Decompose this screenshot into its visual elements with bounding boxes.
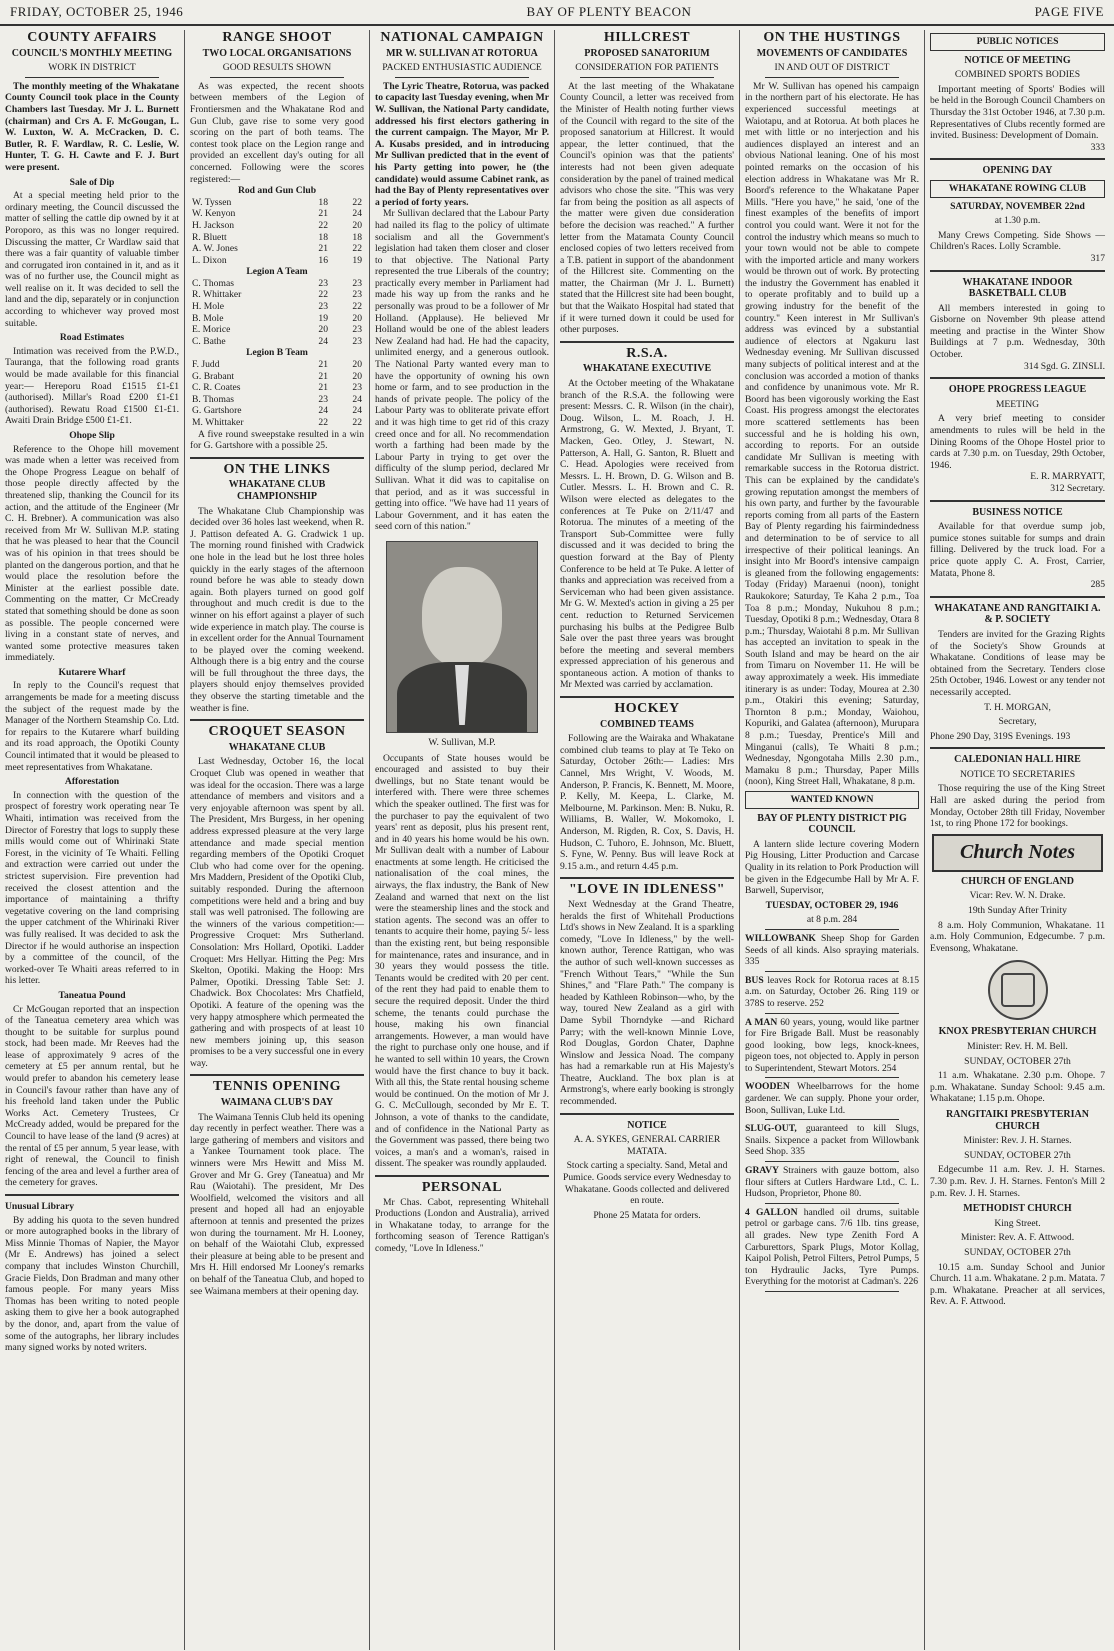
ohope-league-text: A very brief meeting to consider amendments to rules will be held in the Dining Rooms of the Ohope Hostel prior to cards at 7.30 p.m. on Tuesday, 29th October, 1946. (930, 413, 1105, 471)
ohope-slip-text: Reference to the Ohope hill movement was made when a letter was received from the Ohope Progress League on behalf of those people directly affected by the threatened slip, thanking the Council for its action, and the attitude of the Engineer (Mr C. H. Brebner). A communication was also received from Mr W. Sullivan M.P. stating that he was pleased to hear that the Council was of his opinion in that trees should be planted on the dangerous portion, and that he would place the resolution before the Minister at the earliest possible date. Commenting on the matter, Cr McCready stated that something should be done as soon as possible. The people concerned were living in a constant state of nerves, and wanted some protective measures taken immediately. (5, 443, 179, 664)
rsa-text: At the October meeting of the Whakatane branch of the R.S.A. the following were present: Messrs. C. R. Wilson (in the chair), Doug. Wilson, L. M. Roach, J. H. Armstrong, G. W. Mexted, J. Bryant, T. Macken, Geo. Otley, J. Stewart, N. Patterson, A. Hall, G. Santon, R. Bluett and C. Head. Apologies were received from Messrs. L. H. Brown, D. G. Wilson and B. Cutler. Messrs. L. H. Brown and C. R. Wilson were elected as delegates to the conferences at Te Puke on 2/11/47 and Rotorua. The minutes of a meeting of the Transport Sub-Committee were fully discussed and it was decided to bring the question forward at the Bay of Plenty Conference to be held at Te Puke. A letter of thanks and appreciation was received from a Serviceman who had been given assistance. Mr G. W. Mexted's action in giving a 25 per cent. reduction to Returned Servicemen purchasing his bulbs at the Pedigree Bulb Sale over the past three years was brought before the meeting and several members expressed appreciation of his generous and spontaneous action. A motion of thanks to Mr Mexted was carried by acclamation. (560, 378, 734, 691)
road-estimates-heading: Road Estimates (59, 332, 125, 344)
unusual-library-heading: Unusual Library (5, 1201, 75, 1212)
range-shoot-intro: As was expected, the recent shoots between members of the Legion of Frontiersmen and the Whakatane Rod and Gun Club, gave rise to some very good scoring on the part of both teams. The contest took place on the Legion range and provided an excellent day's outing for all concerned. Following were the scores registered:— (190, 80, 364, 185)
campaign-body-2: Occupants of State houses would be encouraged and assisted to buy their dwellings, but no State tenant would be interfered with. There were three schemes which the speaker outlined. The first was for the purchaser to pay the equivalent of two years' rent as deposit, plus his present rent, and in 40 years his home would be his own. Mr Sullivan dealt with a number of Labour enactments at some length. He criticised the nationalisation of the coal mines, the airways, the flax industry, the Bank of New Zealand and warned that next on the list were the steamership lines and the stock and station agents. The second was an offer to tenants to acquire their home, paying 5/- less than the existing rent, but being responsible for maintenance, rates and insurance, and in 30 years they would possess the title. Tenants would be credited with 20 per cent. of the rent they had paid to enable them to secure the required deposit. Under the third scheme, the tenants could purchase the house, making his own financial arrangements. However, a man would have the right to purchase only one house, and if he wanted to sell within 10 years, the Crown would have the first chance to buy it back. With all this, the State rental housing scheme would be continued. On the motion of Mr J. G. C. McCullough, seconded by Mr E. T. Johnson, a vote of thanks to the candidate, and of confidence in the National Party as the Government was passed, there being two voices, a man's and a woman's, raised in dissent. The speaker was roundly applauded. (375, 752, 549, 1170)
rowing-club-heading: WHAKATANE ROWING CLUB (930, 180, 1105, 198)
public-notices-heading: PUBLIC NOTICES (930, 33, 1105, 51)
basketball-heading: WHAKATANE INDOOR BASKETBALL CLUB (962, 276, 1073, 300)
ohope-league-sub: MEETING (995, 398, 1040, 410)
county-affairs-deck: WORK IN DISTRICT (48, 62, 136, 74)
notice-heading: NOTICE (627, 1119, 667, 1131)
score-row: C. R. Coates 21 23 (192, 382, 362, 394)
score-row: A. W. Jones 21 22 (192, 243, 362, 255)
range-shoot-deck: GOOD RESULTS SHOWN (222, 62, 332, 74)
rangitaiki-heading: RANGITAIKI PRESBYTERIAN CHURCH (946, 1108, 1089, 1132)
sports-meeting-text: Important meeting of Sports' Bodies will be held in the Borough Council Chambers on Thursday the 31st October 1946, at 7.30 p.m. Representatives of Clubs recently formed are invited. Business: Development of Domain. (930, 83, 1105, 142)
ap-society-heading: WHAKATANE AND RANGITAIKI A. & P. SOCIETY (934, 602, 1101, 626)
coe-vicar: Vicar: Rev. W. N. Drake. (969, 890, 1066, 902)
personal-text: Mr Chas. Cabot, representing Whitehall Productions (London and Australia), arrived in Whakatane today, to arrange for the forthcoming season of Terence Rattigan's comedy, "Love In Idleness." (375, 1196, 549, 1254)
coe-services: 8 a.m. Holy Communion, Whakatane. 11 a.m. Holy Communion, Edgecumbe. 7 p.m. Evensong, Whakatane. (930, 919, 1105, 954)
rowing-text: Many Crews Competing. Side Shows — Children's Races. Lolly Scramble. (930, 229, 1105, 253)
methodist-day: SUNDAY, OCTOBER 27th (964, 1246, 1071, 1258)
business-notice-text: Available for that overdue sump job, pumice stones suitable for sumps and drain filling. Delivered by the truck load. For a price quote apply C. A. Frost, Carrier, Matata, Phone 8. (930, 521, 1105, 579)
range-shoot-subheading: TWO LOCAL ORGANISATIONS (202, 47, 352, 59)
sullivan-portrait (386, 541, 538, 733)
rowing-date: SATURDAY, NOVEMBER 22nd (950, 200, 1085, 212)
score-row: B. Mole 19 20 (192, 312, 362, 324)
score-row: R. Whittaker 22 23 (192, 289, 362, 301)
rowing-time: at 1.30 p.m. (994, 215, 1041, 227)
croquet-subheading: WHAKATANE CLUB (228, 741, 326, 753)
rsa-subheading: WHAKATANE EXECUTIVE (582, 363, 712, 375)
sale-of-dip-text: At a special meeting held prior to the ordinary meeting, the Council discussed the matter of selling the cattle dip owned by it at Poroporo, as this was no longer required. Discussing the matter, Cr Wardlaw said that there was a fair quantity of valuable timber and corrugated iron contained in it, and as it was of no further use, the Council might as well realise on it. It was decided to sell the land and the dip, separately or in conjunction according to whichever way proved most suitable. (5, 190, 179, 329)
range-shoot-outro: A five round sweepstake resulted in a win for G. Gartshore with a possible 25. (190, 428, 364, 452)
score-table (190, 278, 364, 348)
hillcrest-subheading: PROPOSED SANATORIUM (584, 47, 710, 59)
score-row: G. Brabant 21 20 (192, 370, 362, 382)
rangitaiki-day: SUNDAY, OCTOBER 27th (964, 1149, 1071, 1161)
score-row: L. Dixon 16 19 (192, 254, 362, 266)
sale-of-dip-heading: Sale of Dip (69, 176, 115, 188)
hall-hire-sub: NOTICE TO SECRETARIES (959, 768, 1076, 780)
pig-council-date: TUESDAY, OCTOBER 29, 1946 (765, 899, 899, 911)
methodist-street: King Street. (994, 1217, 1041, 1229)
basketball-signature: 314 Sgd. G. ZINSLI. (1023, 360, 1105, 372)
classified-ad: WILLOWBANK Sheep Shop for Garden Seeds of all kinds. Also spraying materials. 335 (745, 932, 919, 968)
portrait-caption: W. Sullivan, M.P. (428, 736, 496, 748)
rowing-ref: 317 (1090, 252, 1105, 264)
campaign-lead: The Lyric Theatre, Rotorua, was packed to capacity last Tuesday evening, when Mr W. Sullivan, the National Party candidate, addressed his first electors gathering in the current campaign. The Mayor, Mr P. A. Kusabs presided, and in introducing Mr Sullivan predicted that in the event of his Party getting into power, he (the candidate) would assume Cabinet rank, as had the Bay of Plenty representatives over a period of forty years. (375, 80, 549, 208)
pig-council-heading: BAY OF PLENTY DISTRICT PIG COUNCIL (757, 812, 907, 836)
range-shoot-heading: RANGE SHOOT (222, 30, 332, 45)
pig-council-ref: 284 (842, 914, 858, 926)
links-subheading: WHAKATANE CLUB CHAMPIONSHIP (228, 479, 326, 502)
taneatua-pound-text: Cr McGougan reported that an inspection of the Taneatua cemetery area which was thought to be suitable for surplus pound stock, had been made. Mr Reeves had the lease of approximately 9 acres of the cemetery at £5 per annum rental, but he would prefer to abandon his cemetery lease in Council's favour rather than have any of his freehold land taken under the Public Works Act. Cemetery Trustees, Cr McCready added, would be prepared for the Council to have lease of the land (9 acres) at the rental of £5 per annum, 5 year lease, with right of renewal, the Council to finish fencing of the area and level a further area of the cemetery for graves. (5, 1003, 179, 1189)
tennis-text: The Waimana Tennis Club held its opening day recently in perfect weather. There was a large gathering of members and visitors and a Yankee Tournament took place. The winners were Mrs Hewitt and Miss M. Grover and Mr G. Grey (Taneatua) and Mr Rau (Waiotahi). The president, Mr Des Woolfield, welcomed the visitors and all present and hoped all had an enjoyable afternoon at tennis and presented the prizes won during the tournament. Mr H. Looney, on behalf of the Waiotahi Club, expressed their pleasure at being able to be present and Mrs H. Hill endorsed Mr Looney's remarks on behalf of the Taneatua Club, and hoped to see Waimana members at their opening day. (190, 1111, 364, 1297)
croquet-text: Last Wednesday, October 16, the local Croquet Club was opened in weather that was ideal for the occasion. There was a large attendance of members and visitors and a very enjoyable afternoon was spent by all. The President, Mrs Burgess, in her opening address expressed pleasure at the very large attendance and made special mention regarding members of the Opotiki Croquet Club who had come over for the opening. Mrs Maddern, President of the Opotiki Club, suitably responded. During the afternoon competitions were held and a bring and buy stall was well patronised. The following are the winners of the various competition:— Progressive Croquet: Mrs Sutherland. Consolation: Mrs Hollard, Opotiki. Ladder Croquet: Mrs Hellyar. Hitting the Peg: Mrs Skelton, Opotiki. Making the Hoop: Mrs Palmer, Opotiki. Dressing Table Set: J. Chadwick. Box Chocolates: Mrs Chatfield, Opotiki. A feature of the opening was the very happy atmosphere which permeated the gathering and with prospects of at least 10 new members joining up, this season promises to be a very successful one in every way. (190, 756, 364, 1069)
ap-society-role: Secretary, (998, 716, 1037, 728)
issue-date: FRIDAY, OCTOBER 25, 1946 (10, 4, 184, 19)
love-in-idleness-text: Next Wednesday at the Grand Theatre, heralds the first of Whitehall Productions Ltd's shows in New Zealand. It is a sparkling comedy, "Love In Idleness," by the well-known author, Terence Rattigan, who was the author of such well-known successes as "French Without Tears," "While the Sun Shines," and "Flare Path." The company is headed by Kathleen Robinson—who, by the way, toured New Zealand as a girl with Dame Sybil Thorndyke —and Richard Parry; with the well-known Minnie Love, Rod Douglas, Gordon Chater, Daphne Winslow and Jessica Noad. The company has had a remarkable run at His Majesty's Theatre, Auckland. The box plan is at Armstrong's, where early booking is strongly recommended. (560, 898, 734, 1108)
campaign-heading: NATIONAL CAMPAIGN (380, 30, 544, 45)
methodist-services: 10.15 a.m. Sunday School and Junior Church. 11 a.m. Whakatane. 2 p.m. Matata. 7 p.m. Whakatane. Preacher at all services, Rev. A. F. Attwood. (930, 1261, 1105, 1308)
hall-hire-heading: CALEDONIAN HALL HIRE (954, 754, 1081, 766)
love-in-idleness-heading: "LOVE IN IDLENESS" (568, 882, 726, 898)
coe-heading: CHURCH OF ENGLAND (961, 875, 1074, 887)
rangitaiki-services: Edgecumbe 11 a.m. Rev. J. H. Starnes. 7.30 p.m. Rev. J. H. Starnes. Fenton's Mill 2 p.m. Rev. J. H. Starnes. (930, 1164, 1105, 1199)
tennis-subheading: WAIMANA CLUB'S DAY (220, 1097, 334, 1109)
classified-ad: BUS leaves Rock for Rotorua races at 8.15 a.m. on Saturday, October 26. Ring 119 or 378S to reserve. 252 (745, 974, 920, 1009)
team-name: Legion B Team (246, 347, 308, 359)
sports-bodies-heading: COMBINED SPORTS BODIES (954, 69, 1081, 81)
knox-services: 11 a.m. Whakatane. 2.30 p.m. Ohope. 7 p.m. Whakatane. Sunday School: 9.45 a.m. Whakatane; 1.15 p.m. Ohope. (930, 1070, 1105, 1105)
classified-ad: 4 GALLON handled oil drums, suitable petrol or garbage cans. 7/6 1lb. tins grease, all grades. New type Zenith Ford A Carburettors, Spark Plugs, Motor Kollag, Kaipol Polish, Petrol Filters, Petrol Pumps, 5 ton Hydraulic Jacks, Tyre Pumps. Everything for the motorist at Cadman's. 226 (745, 1206, 919, 1288)
business-notice-heading: BUSINESS NOTICE (972, 506, 1063, 518)
team-name: Rod and Gun Club (237, 185, 317, 197)
score-row: R. Bluett 18 18 (192, 231, 362, 243)
column-hillcrest (555, 30, 740, 1650)
campaign-subheading: MR W. SULLIVAN AT ROTORUA (386, 47, 538, 59)
score-row: C. Bathe 24 23 (192, 335, 362, 347)
column-hustings (740, 30, 925, 1650)
classified-ad: GRAVY Strainers with gauze bottom, also flour sifters at Cutlers Hardware Ltd., C. L. Hudson, Proprietor, Phone 80. (745, 1165, 919, 1200)
opening-day-heading: OPENING DAY (982, 165, 1053, 177)
unusual-library-text: By adding his quota to the seven hundred or more autographed books in the library of Miss Minnie Thomas of Napier, the Mayor (Mr E. Andrews) has joined a select company that includes Winston Churchill, Gracie Fields, Don Bradman and many other famous people. For many years Miss Thomas has been writing to noted people asking them to give her a book autographed by the donor, and, apart from the value of some of the autographs, her library includes many signed works by noted writers. (5, 1214, 179, 1354)
hockey-heading: HOCKEY (614, 701, 680, 717)
methodist-heading: METHODIST CHURCH (963, 1203, 1072, 1215)
links-text: The Whakatane Club Championship was decided over 36 holes last weekend, when R. J. Pattison defeated A. G. Cradwick 1 up. The morning round finished with Cradwick one hole in the lead but he lost three holes quickly in the early stages of the afternoon round before he was able to steady down again. Both players turned on good golf throughout and much credit is due to the winner on his effort against a player of such wide experience in match play. The course is in excellent order for the Annual Tournament to be played over the coming weekend. Although there is a big entry and the course will be full throughout the three days, the players should enjoy themselves provided they observe the starting timetable and the weather is fine. (190, 505, 364, 714)
score-row: W. Kenyon 21 24 (192, 208, 362, 220)
paper-name: BAY OF PLENTY BEACON (526, 4, 692, 19)
links-heading: ON THE LINKS (223, 461, 331, 477)
afforestation-heading: Afforestation (64, 776, 120, 788)
column-national-campaign (370, 30, 555, 1650)
ohope-league-signature: E. R. MARRYATT, (1030, 471, 1105, 483)
score-row: W. Tyssen 18 22 (192, 196, 362, 208)
score-table (190, 197, 364, 267)
score-row: B. Thomas 23 24 (192, 393, 362, 405)
ap-society-text: Tenders are invited for the Grazing Rights of the Society's Show Grounds at Whakatane. Conditions of lease may be obtained from the Secretary. Tenders close 25th October, 1946. Lowest or any tender not necessarily accepted. (930, 628, 1105, 698)
ap-society-phone: Phone 290 Day, 319S Evenings. 193 (930, 730, 1071, 742)
wanted-known-heading: WANTED KNOWN (745, 791, 919, 809)
road-estimates-text: Intimation was received from the P.W.D., Tauranga, that the following road grants would be made available for this financial year:— Hereporu Road £1515 £1-£1 (authorised). Millar's Road £200 £1-£1 (authorised). Rewatu Road £1500 £1-£1. Awaiti Drain Bridge £500 £1-£1. (5, 345, 179, 427)
classified-ads (745, 933, 919, 1292)
team-name: Legion A Team (246, 266, 308, 278)
rsa-heading: R.S.A. (626, 345, 668, 361)
score-row: G. Gartshore 24 24 (192, 405, 362, 417)
hustings-deck: IN AND OUT OF DISTRICT (774, 62, 890, 74)
ap-society-signature: T. H. MORGAN, (984, 701, 1051, 713)
hustings-subheading: MOVEMENTS OF CANDIDATES (756, 47, 908, 59)
hockey-text: Following are the Wairaka and Whakatane combined club teams to play at Te Teko on Saturday, October 26th:— Ladies: Mrs Cannel, Mrs Wright, V. Woods, M. Anderson, P. Francis, K. Bennett, M. Moore, P. Kelly, M. Keepa, L. Clarke, M. Melbourne, M. Parkinson. Men: B. Nuku, R. Williams, B. Waller, W. Mokomoko, I. Anderson, M. Rigden, R. Cox, S. Davis, H. Hudson, C. Tuhoro, E. Johnson, Mc. Bluett, S. Fyne, W. Penny. Bus will leave Rock at 9.15 a.m., and return 4.45 p.m. (560, 733, 734, 872)
afforestation-text: In connection with the question of the prospect of forestry work operating near Te Whaiti, intimation was received from the Director of Forestry that logs to supply these mills would come out of Whirinaki State Forest, in the vicinity of Te Whaiti. Felling and extraction were carried out under the strictest supervision. Fire prevention had received the closest attention and the importance of maintaining a thrifty vegetative covering on the land comprising the upper catchment of the Whirinaki River was fully realised. It was decided to ask the Director if he would authorise an inspection by a committee of the council, of the worked-over Te Whaiti areas referred to in his letter. (5, 789, 179, 987)
knox-heading: KNOX PRESBYTERIAN CHURCH (938, 1026, 1097, 1038)
hustings-heading: ON THE HUSTINGS (763, 30, 901, 45)
rangitaiki-minister: Minister: Rev. J. H. Starnes. (963, 1135, 1072, 1147)
taneatua-pound-heading: Taneatua Pound (58, 989, 126, 1001)
hillcrest-heading: HILLCREST (603, 30, 691, 45)
page-number: PAGE FIVE (1034, 4, 1104, 19)
score-row: C. Thomas 23 23 (192, 277, 362, 289)
classified-ad: SLUG-OUT, guaranteed to kill Slugs, Snails. Sixpence a packet from Willowbank Seed Shop. 335 (745, 1123, 919, 1158)
basketball-text: All members interested in going to Gisborne on November 9th please attend meeting and practise in the Winter Show Buildings at 7 p.m. Wednesday, 30th October. (930, 302, 1105, 361)
sports-meeting-ref: 333 (1090, 141, 1105, 153)
ohope-league-heading: OHOPE PROGRESS LEAGUE (948, 384, 1087, 396)
masthead (0, 0, 1114, 26)
kutarere-wharf-text: In reply to the Council's request that arrangements be made for a meeting discuss the subject of the request made by the Manager of the Northern Steamship Co. Ltd. for repairs to the Kutarere wharf building and its road approach, the Opotiki County Council intimated that it would be pleased to meet representatives from Whakatane. (5, 680, 179, 773)
score-row: M. Whittaker 22 22 (192, 417, 362, 428)
score-row: E. Morice 20 23 (192, 324, 362, 336)
hockey-subheading: COMBINED TEAMS (600, 718, 694, 730)
knox-day: SUNDAY, OCTOBER 27th (964, 1055, 1071, 1067)
score-tables (190, 185, 364, 428)
methodist-minister: Minister: Rev. A. F. Attwood. (960, 1232, 1075, 1244)
score-row: H. Jackson 22 20 (192, 219, 362, 231)
county-lead: The monthly meeting of the Whakatane County Council took place in the County Chambers last Tuesday. Mr J. L. Burnett (chairman) and Crs A. F. McGougan, L. W. Luxton, W. A. McCracken, D. C. Butler, R. F. Wardlaw, R. C. Leslie, W. Hunter, T. G. H. Cawte and F. J. Burt were present. (5, 80, 179, 173)
county-affairs-subheading: COUNCIL'S MONTHLY MEETING (11, 47, 173, 59)
campaign-deck: PACKED ENTHUSIASTIC AUDIENCE (382, 62, 542, 74)
hillcrest-deck: CONSIDERATION FOR PATIENTS (575, 62, 719, 74)
hall-hire-text: Those requiring the use of the King Street Hall are asked during the period from Monday, October 28th till Friday, November 1st, to ring Phone 172 for bookings. (930, 783, 1105, 830)
kutarere-wharf-heading: Kutarere Wharf (58, 666, 126, 678)
hillcrest-text: At the last meeting of the Whakatane County Council, a letter was received from the Minister of Health noting further views of the Council with regard to the site of the proposed sanatorium at Hillcrest. It would appear, the letter continued, that the Council's opinion was that the patients' interests had not been given adequate consideration by the panel of trained medical advisors who chose the site. "This was very far from being the position as all aspects of the matter were given due consideration before the decision was reached." A further letter from the Matamata County Council enclosed copies of two letters received from a T.B. patient in support of the abandonment of the Hillcrest site. Commenting on the matter, the Chairman (Mr J. L. Burnett) stated that the Hillcrest site had been bought, but that the Waikato Hospital had stated that if it were turned down it could be used for other purposes. (560, 80, 734, 336)
column-public-notices (925, 30, 1110, 1650)
coe-day: 19th Sunday After Trinity (968, 905, 1067, 917)
church-notes-banner: Church Notes (932, 834, 1103, 872)
column-county-affairs (0, 30, 185, 1650)
ohope-slip-heading: Ohope Slip (69, 430, 115, 441)
ohope-league-role: 312 Secretary. (1050, 483, 1105, 494)
carrier-phone: Phone 25 Matata for orders. (593, 1209, 701, 1221)
church-crest-icon (988, 960, 1048, 1020)
score-row: F. Judd 21 20 (192, 359, 362, 371)
carrier-text: Stock carting a specialty. Sand, Metal and Pumice. Goods service every Wednesday to Whakatane. Goods collected and delivered en route. (563, 1160, 731, 1207)
business-notice-ref: 285 (1090, 579, 1105, 591)
notice-of-meeting-heading: NOTICE OF MEETING (964, 54, 1071, 66)
personal-heading: PERSONAL (421, 1179, 503, 1195)
page-columns (0, 30, 1114, 1650)
column-sports (185, 30, 370, 1650)
county-affairs-heading: COUNTY AFFAIRS (27, 30, 157, 45)
pig-council-text: A lantern slide lecture covering Modern Pig Housing, Litter Production and Carcase Quality in its relation to Pork Production will be given in the Edgecumbe Hall by Mr A. F. Barwell, Supervisor, (745, 838, 920, 897)
classified-ad: WOODEN Wheelbarrows for the home gardener. We can supply. Phone your order, Boon, Sullivan, Luke Ltd. (745, 1081, 919, 1116)
pig-council-time: at 8 p.m. (806, 914, 841, 926)
classified-ad: A MAN 60 years, young, would like partner for Fire Brigade Ball. Must be reasonably good looking, bow legs, knock-knees, pigeon toes, not objected to. Apply in person to Superintendent, Stewart Motors. 254 (745, 1016, 919, 1074)
carrier-name: A. A. SYKES, GENERAL CARRIER MATATA. (573, 1134, 721, 1157)
tennis-heading: TENNIS OPENING (213, 1079, 341, 1095)
score-row: H. Mole 23 22 (192, 301, 362, 313)
score-table (190, 359, 364, 429)
hustings-text: Mr W. Sullivan has opened his campaign in the northern part of his electorate. He has experienced successful meetings at Waiotapu, and at Rotorua. At both places he met with little or no interjection and his audiences displayed an interest and an obvious National leaning. One of his most pointed remarks on the occasion of his election address in Whakatane was Mr R. Boord's reference to the Whakatane Paper Mills. "Here you have," he said, 'one of the finest examples of the benefits of import control you could want. Were it not for the control the industry which means so much to your town would not be able to compete with the imported article and many workers would be thrown out of work. By protecting the industry the Government has enabled it to operate profitably and to build up a growing industry for the benefit of the country." Keen interest in Mr Sullivan's address was evinced by a substantial audience of electors at Ngakuru last Wednesday evening. Mr Sullivan discussed many subjects of political interest and at the conclusion was accorded a motion of thanks and confidence by unanimous vote. Mr R. Boord has been vigorously working the East Coast. His progress amongst the electorates more scattered settlements has been successful and he is holding his own, according to reports. For an outside candidate Mr Sullivan is meeting with remarkable success in the Rotorua district. This can be explained by the candidate's growing reputation amongst the members of his own party, and further by the favourable reports coming from all parts of the Eastern Bay of Plenty regarding his fairmindedness and determination to be of service to all irrespective of their political leanings. An insight into Mr Boord's intensive campaign is gleaned from the following engagements: Today (Friday) Maraenui (noon), tonight Raukokore; Saturday, Te Kaha 2 p.m., Toa Toa 8 p.m.; Monday, Nukuhou 8 p.m.; Tuesday, Opotiki 8 p.m.; Wednesday, Otara 8 p.m.; Thursday, Waiotahi 8 p.m. Mr Sullivan has accepted an invitation to speak in the South Island and may be heard on the air from Timaru on November 11. He will be away approximately a week. His immediate itinerary is as under: Today, Mourea at 2.30 p.m., Otakiri this evening; Saturday, Thornton 8 p.m.; Monday, Waiohou, Kopuriki, and Galatea (afternoon), Murupara 8 p.m.; Tuesday, Prentice's Mill and Minganui (calls), Te Whaiti 8 p.m.; Wednesday, Ngongotaha Mills 2.30 p.m., Mamaku 8 p.m.; Thursday, Paper Mills (noon), King Street Hall, Whakatane, 8 p.m. (745, 80, 919, 788)
croquet-heading: CROQUET SEASON (208, 724, 346, 740)
campaign-body-1: Mr Sullivan declared that the Labour Party had nailed its flag to the policy of ultimate socialism and all the Government's legislation had taken them closer and closer to that objective. The National Party represented the true Liberals of the country; practically every member in Parliament had made his way up from the ranks and he personally was proud to be a follower of Mr Holland. (Applause). He believed Mr Holland would be one of the ablest leaders New Zealand had had. He had the capacity, unlimited energy, and a generous outlook. The National Party wanted every man to have the opportunity of owning his own home or farm, and to see production in the hands of private people. The policy of the Labour Party was to obliterate private effort and it was high time to get rid of this crazy creed once and for all. No recommendation worth a farthing had been made by the Labour Party in trying to get over the difficulty of the slump period, declared Mr Sullivan. What it did was to capitalise on that period, and as it was successful in getting into office. "We have had 11 years of Labour Government, and it has eaten the seed corn of this nation." (375, 208, 549, 533)
knox-minister: Minister: Rev. H. M. Bell. (967, 1041, 1068, 1052)
